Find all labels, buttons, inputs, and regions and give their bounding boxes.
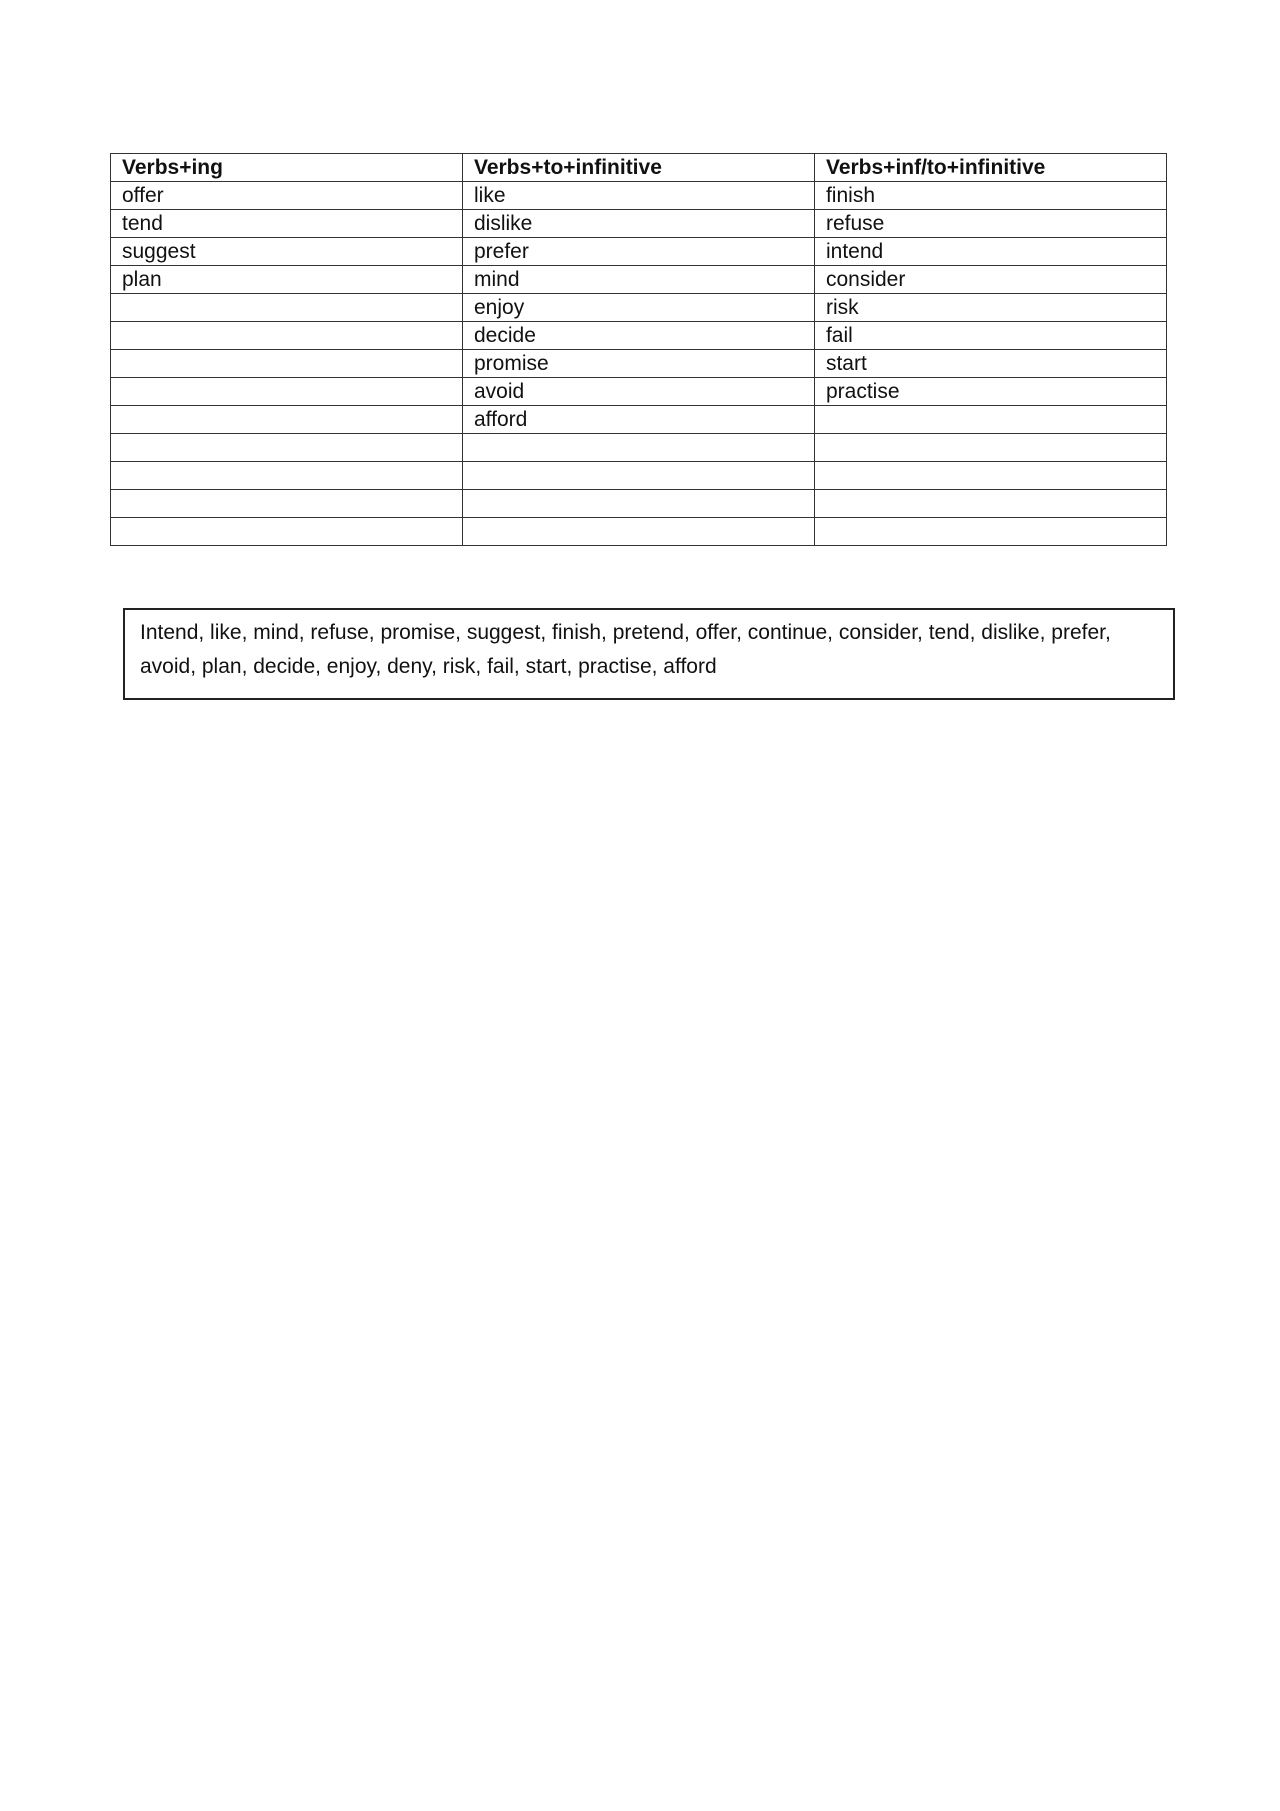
table-header [111,154,1167,182]
table-cell: promise [462,350,814,378]
table-cell [462,462,814,490]
table-cell [814,518,1166,546]
table-cell: consider [814,266,1166,294]
table-cell [111,350,463,378]
table-cell [462,518,814,546]
table-cell: enjoy [462,294,814,322]
table-cell: decide [462,322,814,350]
table-row [111,350,1167,378]
table-cell: offer [111,182,463,210]
table-cell [111,322,463,350]
table-cell: intend [814,238,1166,266]
table-row [111,434,1167,462]
table-cell: prefer [462,238,814,266]
header-verbs-ing: Verbs+ing [111,154,463,182]
table-cell [111,434,463,462]
table-cell [111,518,463,546]
table-cell: plan [111,266,463,294]
table-row [111,518,1167,546]
table-cell [111,462,463,490]
table-cell: suggest [111,238,463,266]
word-bank-line-2: avoid, plan, decide, enjoy, deny, risk, fail, start, practise, afford [140,655,717,678]
word-bank-box [123,608,1175,700]
table-cell: dislike [462,210,814,238]
table-cell [814,406,1166,434]
table-row [111,238,1167,266]
table-cell: like [462,182,814,210]
table-row [111,462,1167,490]
table-cell: start [814,350,1166,378]
table-row [111,490,1167,518]
table-row [111,378,1167,406]
table-cell [814,434,1166,462]
table-cell: refuse [814,210,1166,238]
table-row [111,294,1167,322]
table-cell: practise [814,378,1166,406]
table-cell: finish [814,182,1166,210]
table-cell [814,490,1166,518]
table-cell [462,434,814,462]
table-row [111,182,1167,210]
header-verbs-to-infinitive: Verbs+to+infinitive [462,154,814,182]
table-header-row [111,154,1167,182]
table-cell: mind [462,266,814,294]
table-body [111,182,1167,546]
table-cell [111,294,463,322]
table-row [111,210,1167,238]
table-cell: avoid [462,378,814,406]
table-cell [111,406,463,434]
table-cell [462,490,814,518]
table-cell: afford [462,406,814,434]
table-cell: tend [111,210,463,238]
word-bank-line-1: Intend, like, mind, refuse, promise, suggest, finish, pretend, offer, continue, consider, tend, dislike, prefer, [140,621,1111,644]
table-row [111,266,1167,294]
table-cell [814,462,1166,490]
table-row [111,322,1167,350]
verb-category-table [110,153,1167,546]
header-verbs-inf-to-infinitive: Verbs+inf/to+infinitive [814,154,1166,182]
table-cell: risk [814,294,1166,322]
table-cell: fail [814,322,1166,350]
table-cell [111,378,463,406]
table-cell [111,490,463,518]
table-row [111,406,1167,434]
